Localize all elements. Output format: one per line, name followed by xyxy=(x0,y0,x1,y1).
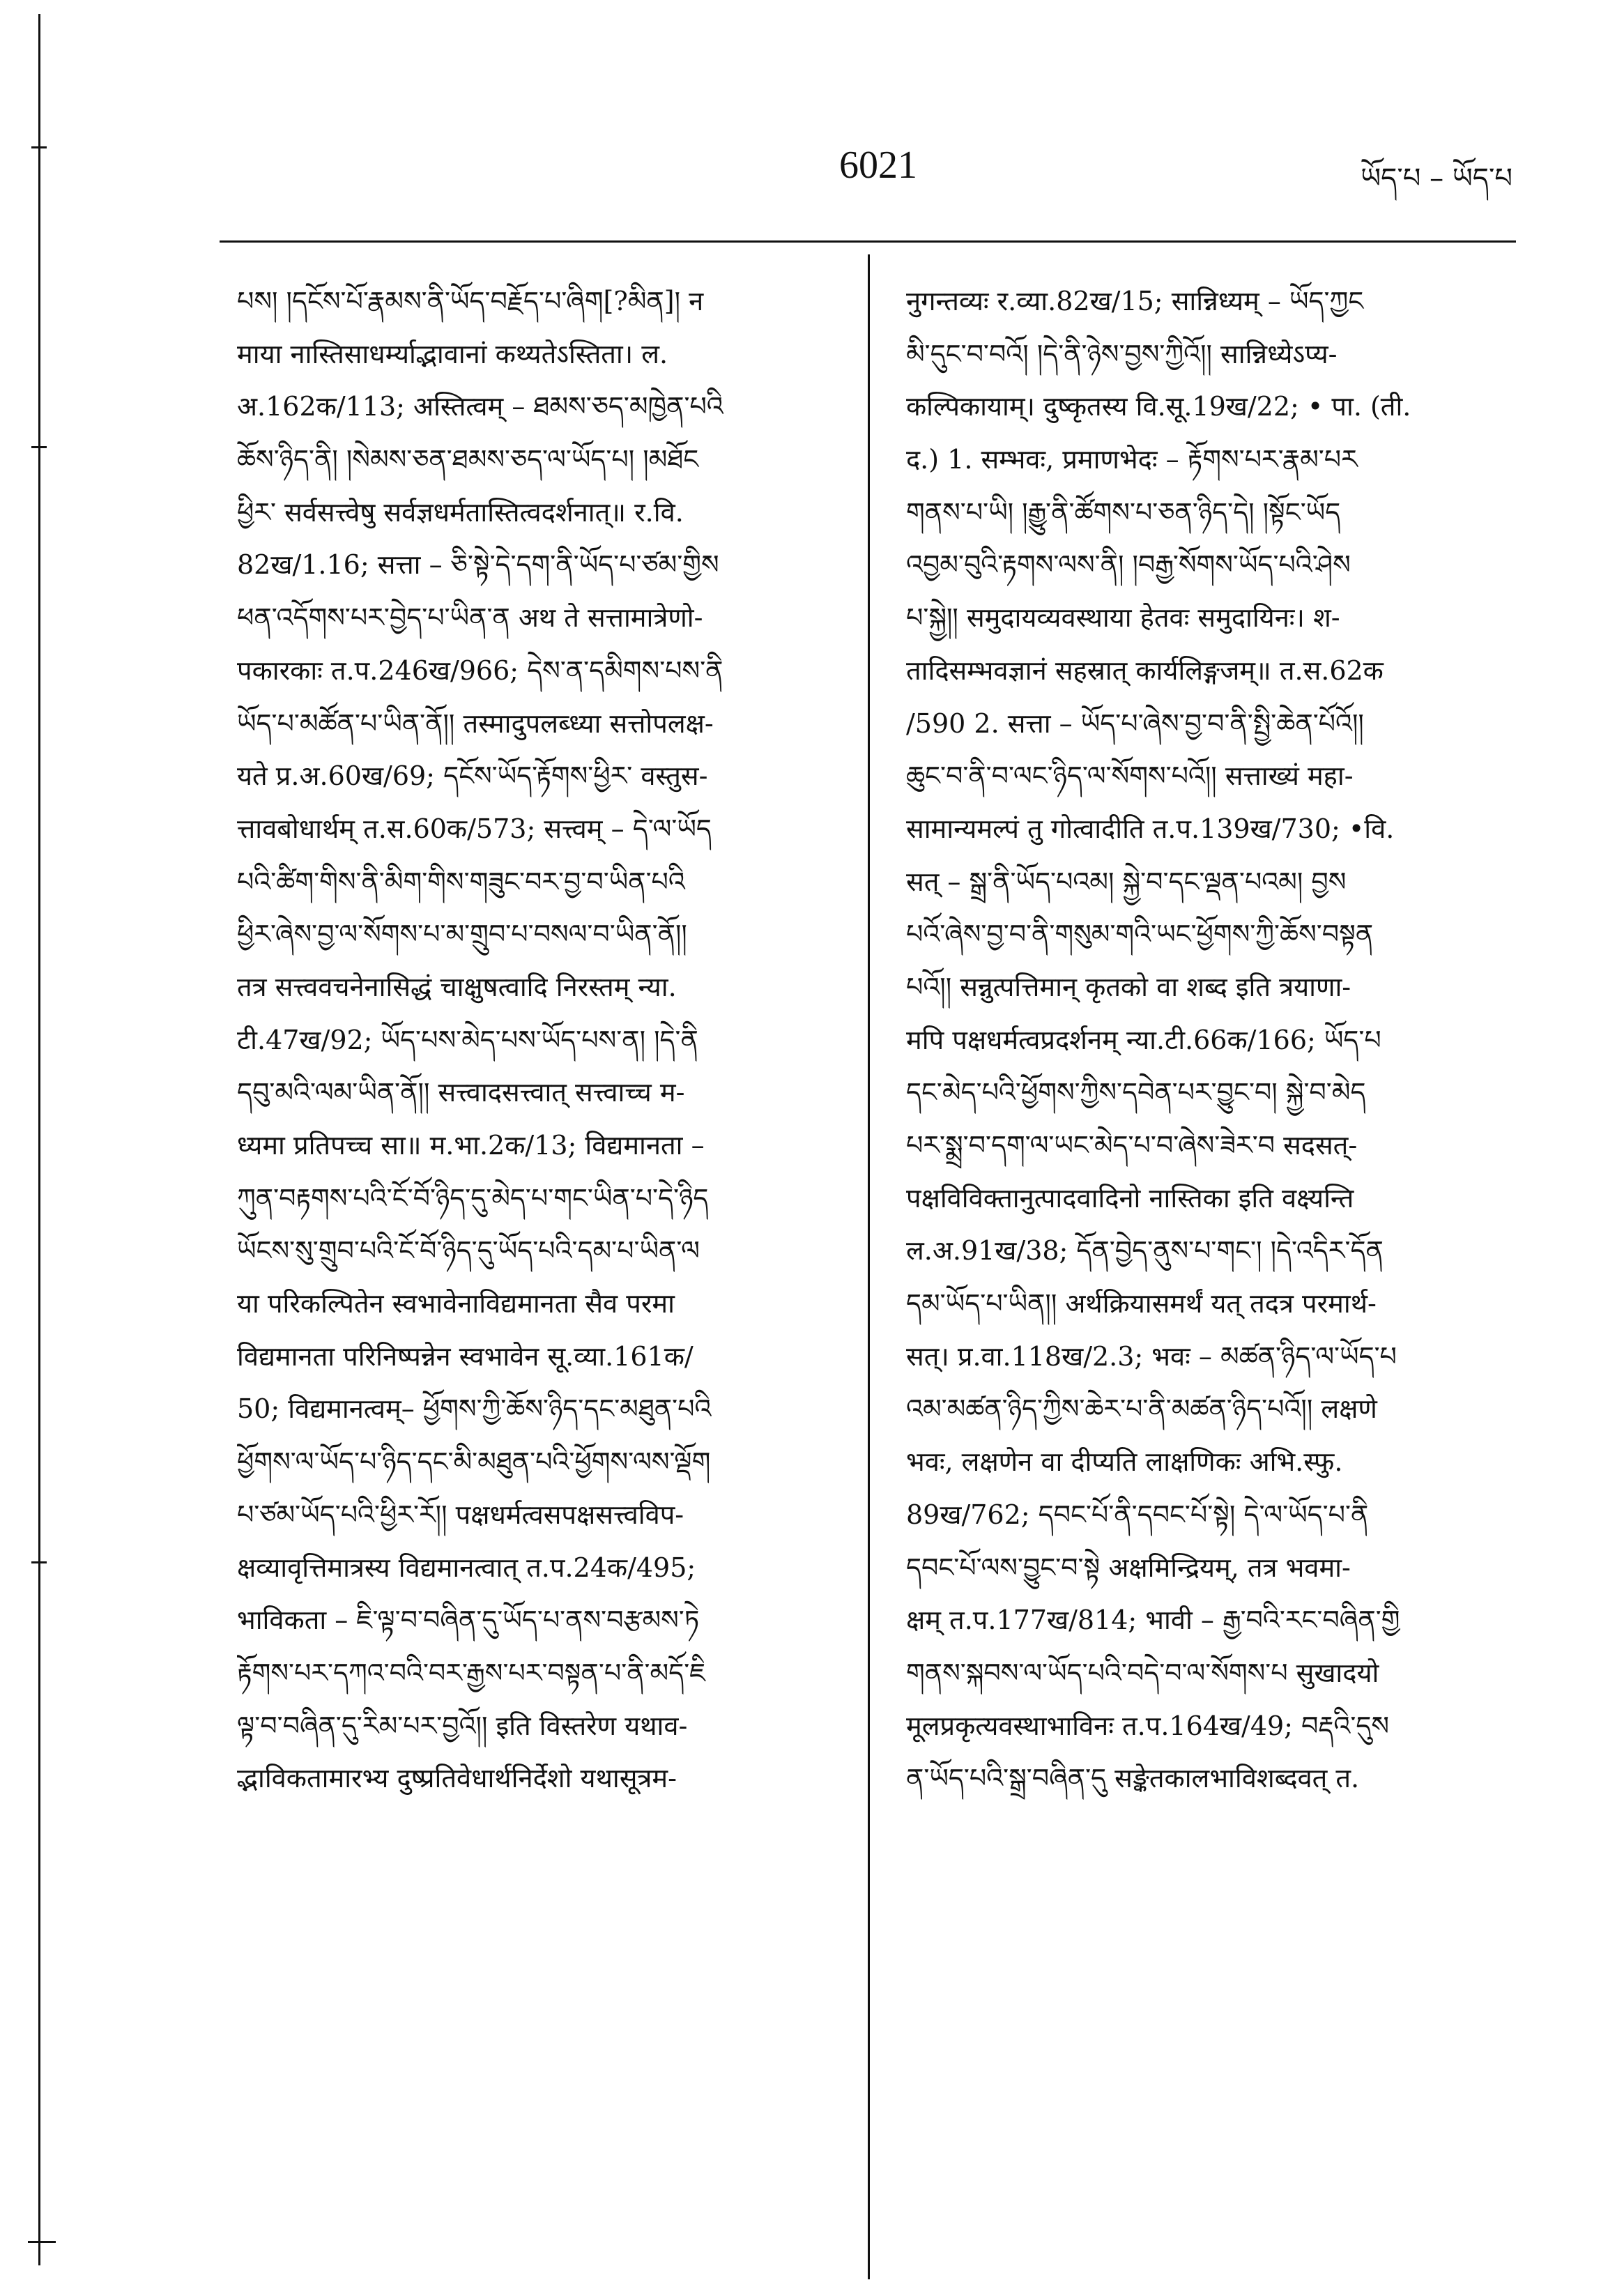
text-line: པའི་ཚིག་གིས་ནི་མིག་གིས་གཟུང་བར་བྱ་བ་ཡིན་པའི xyxy=(237,866,685,897)
text-line: པས། །དངོས་པོ་རྣམས་ནི་ཡོད་བརྗོད་པ་ཞིག[?མིན]། न xyxy=(237,286,704,316)
text-line: ཕན་འདོགས་པར་བྱེད་པ་ཡིན་ན अथ ते सत्तामात्रेणो- xyxy=(237,602,703,634)
page-number: 6021 xyxy=(839,144,917,187)
text-line: ཡོངས་སུ་གྲུབ་པའི་ངོ་བོ་ཉིད་དུ་ཡོད་པའི་དམ་པ་ཡིན་ལ xyxy=(237,1235,700,1267)
text-line: ཆུང་བ་ནི་བ་ལང་ཉིད་ལ་སོགས་པའོ།། सत्ताख्यं महा- xyxy=(906,760,1354,792)
text-line: सामान्यमल्पं तु गोत्वादीति त.प.139ख/730; •वि. xyxy=(906,813,1395,844)
text-line: ན་ཡོད་པའི་སྒྲ་བཞིན་དུ सङ्केतकालभाविशब्दवत् त. xyxy=(906,1763,1360,1794)
text-line: क्षव्यावृत्तिमात्रस्य विद्यमानत्वात् त.प.24क/495; xyxy=(237,1552,696,1583)
text-line: གནས་སྐབས་ལ་ཡོད་པའི་བདེ་བ་ལ་སོགས་པ सुखादयो xyxy=(906,1657,1379,1688)
margin-binding-line xyxy=(38,14,40,2265)
text-line: ཆོས་ཉིད་ནི། །སེམས་ཅན་ཐམས་ཅད་ལ་ཡོད་པ། །མཐོང xyxy=(237,444,699,475)
text-line: ཕྱོགས་ལ་ཡོད་པ་ཉིད་དང་མི་མཐུན་པའི་ཕྱོགས་ལས་ལྡོག xyxy=(237,1446,711,1478)
text-line: 89ख/762; དབང་པོ་ནི་དབང་པོ་སྟེ། དེ་ལ་ཡོད་པ་ནི xyxy=(906,1499,1369,1530)
text-line: མི་དུང་བ་བའོ། །དེ་ནི་ཉེས་བྱས་ཀྱིའོ།། सान्निध्येऽप्य- xyxy=(906,338,1338,369)
text-line: ཡོད་པ་མཚོན་པ་ཡིན་ནོ།། तस्मादुपलब्ध्या सत्तोपलक्ष- xyxy=(237,707,714,739)
text-line: དམ་ཡོད་པ་ཡིན།། अर्थक्रियासमर्थं यत् तदत्र परमार्थ- xyxy=(906,1288,1377,1320)
right-column xyxy=(906,275,1533,1805)
text-line: तत्र सत्त्ववचनेनासिद्धं चाक्षुषत्वादि निरस्तम् न्या. xyxy=(237,971,677,1002)
text-line: क्षम् त.प.177ख/814; भावी – རྒྱ་བའི་རང་བཞིན་གྱི xyxy=(906,1605,1400,1636)
text-line: ध्यमा प्रतिपच्च सा॥ म.भा.2क/13; विद्यमानता – xyxy=(237,1130,705,1161)
text-line: कल्पिकायाम्। दुष्कृतस्य वि.सू.19ख/22; • पा. (ती. xyxy=(906,391,1411,422)
text-line: ल.अ.91ख/38; དོན་བྱེད་ནུས་པ་གང་། །དེ་འདིར་དོན xyxy=(906,1235,1384,1267)
text-line: यते प्र.अ.60ख/69; དངོས་ཡོད་རྟོགས་ཕྱིར་ वस्तुस- xyxy=(237,760,708,792)
text-line: ལྟ་བ་བཞིན་དུ་རིམ་པར་བྱའོ།། इति विस्तरेण यथाव- xyxy=(237,1710,688,1741)
text-line: དང་མེད་པའི་ཕྱོགས་ཀྱིས་དབེན་པར་བྱུང་བ། སྐྱེ་བ་མེད xyxy=(906,1077,1366,1108)
text-line: मपि पक्षधर्मत्वप्रदर्शनम् न्या.टी.66क/166; ཡོད་པ xyxy=(906,1024,1381,1055)
text-line: པའོ་ཞེས་བྱ་བ་ནི་གསུམ་གའི་ཡང་ཕྱོགས་ཀྱི་ཆོས་བསྟན xyxy=(906,919,1374,950)
text-line: /590 2. सत्ता – ཡོད་པ་ཞེས་བྱ་བ་ནི་སྤྱི་ཆེན་པོའོ།། xyxy=(906,707,1364,739)
margin-tick xyxy=(31,146,47,148)
text-line: གནས་པ་ཡི། །རྒྱུ་ནི་ཚོགས་པ་ཅན་ཉིད་དེ། །སྟོང་ཡོད xyxy=(906,496,1341,528)
text-line: अ.162क/113; अस्तित्वम् – ཐམས་ཅད་མཁྱེན་པའི xyxy=(237,391,723,422)
text-line: टी.47ख/92; ཡོད་པས་མེད་པས་ཡོད་པས་ན། །དེ་ནི xyxy=(237,1024,698,1055)
text-line: འམ་མཚན་ཉིད་ཀྱིས་ཆེར་པ་ནི་མཚན་ཉིད་པའོ།། लक्षणे xyxy=(906,1393,1377,1425)
text-line: རྟོགས་པར་དཀའ་བའི་བར་རྒྱས་པར་བསྟན་པ་ནི་མདོ་ཇི xyxy=(237,1657,706,1688)
running-head: ཡོད་པ – ཡོད་པ xyxy=(1361,162,1512,194)
header-rule xyxy=(220,240,1516,243)
text-line: सत्। प्र.वा.118ख/2.3; भवः – མཚན་ཉིད་ལ་ཡོད་པ xyxy=(906,1340,1397,1372)
text-line: त्तावबोधार्थम् त.स.60क/573; सत्त्वम् – དེ་ལ་ཡོད xyxy=(237,813,712,844)
text-line: सत् – སྒྲ་ནི་ཡོད་པའམ། སྐྱེ་བ་དང་ལྡན་པའམ། བྱས xyxy=(906,866,1347,897)
text-line: པའོ།། सन्नुत्पत्तिमान् कृतको वा शब्द इति त्रयाणा- xyxy=(906,971,1351,1002)
text-line: པར་སྨྲ་བ་དག་ལ་ཡང་མེད་པ་བ་ཞེས་ཟེར་བ सदसत्- xyxy=(906,1130,1358,1161)
text-line: འབྱམ་བུའི་རྟགས་ལས་ནི། །བརྒྱ་སོགས་ཡོད་པའི་ཤེས xyxy=(906,549,1351,581)
text-line: भाविकता – ཇི་ལྟ་བ་བཞིན་དུ་ཡོད་པ་ནས་བརྩམས་ཏེ xyxy=(237,1605,700,1636)
text-line: मूलप्रकृत्यवस्थाभाविनः त.प.164ख/49; བརྡའི་དུས xyxy=(906,1710,1389,1741)
text-line: नुगन्तव्यः र.व्या.82ख/15; सान्निध्यम् – ཡོད་ཀྱང xyxy=(906,286,1364,316)
text-line: विद्यमानता परिनिष्पन्नेन स्वभावेन सू.व्या.161क/ xyxy=(237,1340,694,1372)
text-line: དབང་པོ་ལས་བྱུང་བ་སྟེ अक्षमिन्द्रियम्, तत्र भवमा- xyxy=(906,1552,1351,1583)
text-line: ཕྱིར་ सर्वसत्त्वेषु सर्वज्ञधर्मतास्तित्वदर्शनात्॥ र.वि. xyxy=(237,496,684,528)
text-line: ཕྱིར་ཞེས་བྱ་ལ་སོགས་པ་མ་གྲུབ་པ་བསལ་བ་ཡིན་ནོ།། xyxy=(237,919,687,950)
text-line: ཀུན་བརྟགས་པའི་ངོ་བོ་ཉིད་དུ་མེད་པ་གང་ཡིན་པ་དེ་ཉིད xyxy=(237,1182,709,1214)
text-line: पक्षविविक्तानुत्पादवादिनो नास्तिका इति वक्ष्यन्ति xyxy=(906,1182,1354,1214)
margin-tick xyxy=(31,1561,47,1563)
text-line: तादिसम्भवज्ञानं सहस्रात् कार्यलिङ्गजम्॥ त.स.62क xyxy=(906,655,1384,686)
text-line: དབུ་མའི་ལམ་ཡིན་ནོ།། सत्त्वादसत्त्वात् सत्त्वाच्च म- xyxy=(237,1077,685,1108)
text-line: या परिकल्पितेन स्वभावेनाविद्यमानता सैव परमा xyxy=(237,1288,675,1320)
margin-tick xyxy=(28,2241,56,2243)
column-divider xyxy=(868,254,870,2279)
text-line: द्भाविकतामारभ्य दुष्प्रतिवेधार्थनिर्देशो यथासूत्रम- xyxy=(237,1763,677,1794)
text-line: 50; विद्यमानत्वम्– ཕྱོགས་ཀྱི་ཆོས་ཉིད་དང་མཐུན་པའི xyxy=(237,1393,712,1425)
text-line: པ་ཙམ་ཡོད་པའི་ཕྱིར་རོ།། पक्षधर्मत्वसपक्षसत्त्वविप- xyxy=(237,1499,684,1530)
text-line: माया नास्तिसाधर्म्याद्भावानां कथ्यतेऽस्तिता। ल. xyxy=(237,338,668,369)
text-line: 82ख/1.16; सत्ता – ཅི་སྟེ་དེ་དག་ནི་ཡོད་པ་ཙམ་གྱིས xyxy=(237,549,719,581)
left-column xyxy=(237,275,864,1805)
text-line: པ་སྐྱེ།། समुदायव्यवस्थाया हेतवः समुदायिनः। श- xyxy=(906,602,1340,634)
margin-tick xyxy=(31,446,47,448)
text-line: भवः, लक्षणेन वा दीप्यति लाक्षणिकः अभि.स्फु. xyxy=(906,1446,1343,1478)
text-line: द.) 1. सम्भवः, प्रमाणभेदः – རྟོགས་པར་རྣམ་པར xyxy=(906,444,1358,475)
text-line: पकारकाः त.प.246ख/966; དེས་ན་དམིགས་པས་ནི xyxy=(237,655,723,686)
